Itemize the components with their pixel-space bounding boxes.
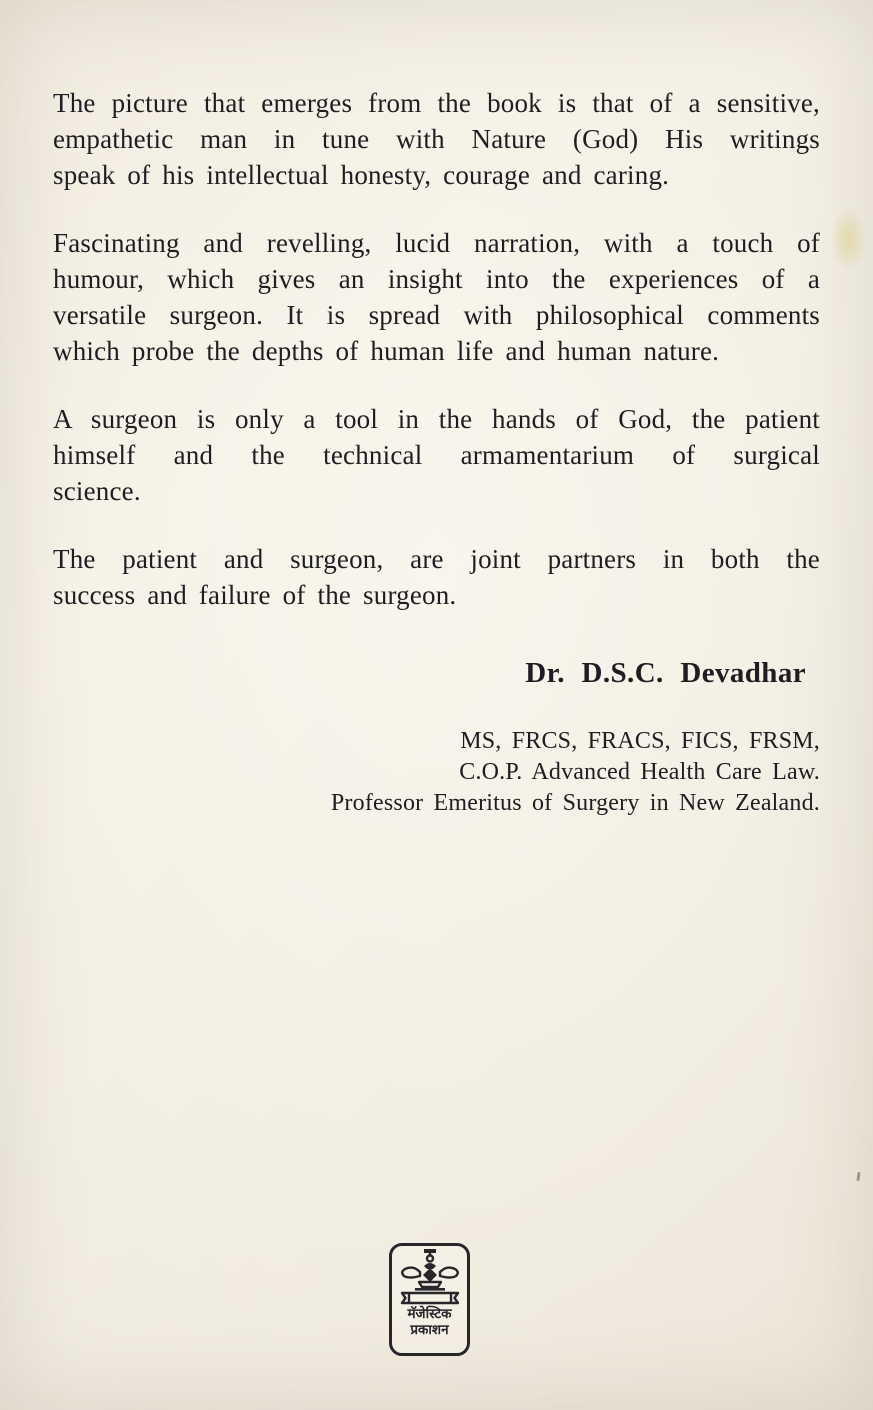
text-line: which probe the depths of human life and human nature.	[53, 336, 720, 366]
review-paragraph	[53, 85, 820, 193]
text-line: himself and the technical armamentarium of surgical	[53, 440, 820, 470]
review-text-block	[53, 85, 820, 645]
text-line: versatile surgeon. It is spread with philosophical comments	[53, 300, 820, 330]
review-paragraph	[53, 225, 820, 369]
text-line: speak of his intellectual honesty, courage and caring.	[53, 160, 670, 190]
text-line: Fascinating and revelling, lucid narration, with a touch of	[53, 228, 820, 258]
text-line: empathetic man in tune with Nature (God) His writings	[53, 124, 820, 154]
review-paragraph	[53, 401, 820, 509]
author-credentials	[331, 726, 820, 819]
publisher-name-line: मॅजेस्टिक	[407, 1306, 452, 1322]
author-block	[331, 656, 820, 819]
text-line: The patient and surgeon, are joint partners in both the	[53, 544, 820, 574]
publisher-name-line: प्रकाशन	[410, 1321, 449, 1338]
paper-stain	[831, 208, 865, 270]
author-name: Dr. D.S.C. Devadhar	[525, 657, 806, 689]
publisher-emblem	[389, 1243, 470, 1356]
paper-speck	[856, 1172, 860, 1181]
publisher-name	[407, 1307, 451, 1338]
text-line: success and failure of the surgeon.	[53, 580, 457, 610]
review-paragraph	[53, 541, 820, 613]
credential-line: C.O.P. Advanced Health Care Law.	[459, 759, 820, 785]
text-line: A surgeon is only a tool in the hands of God, the patient	[53, 404, 820, 434]
text-line: science.	[53, 476, 141, 506]
oil-lamp-icon	[397, 1248, 463, 1306]
text-line: humour, which gives an insight into the experiences of a	[53, 264, 820, 294]
credential-line: MS, FRCS, FRACS, FICS, FRSM,	[460, 728, 820, 754]
credential-line: Professor Emeritus of Surgery in New Zealand.	[330, 790, 820, 816]
text-line: The picture that emerges from the book is that of a sensitive,	[53, 88, 820, 118]
